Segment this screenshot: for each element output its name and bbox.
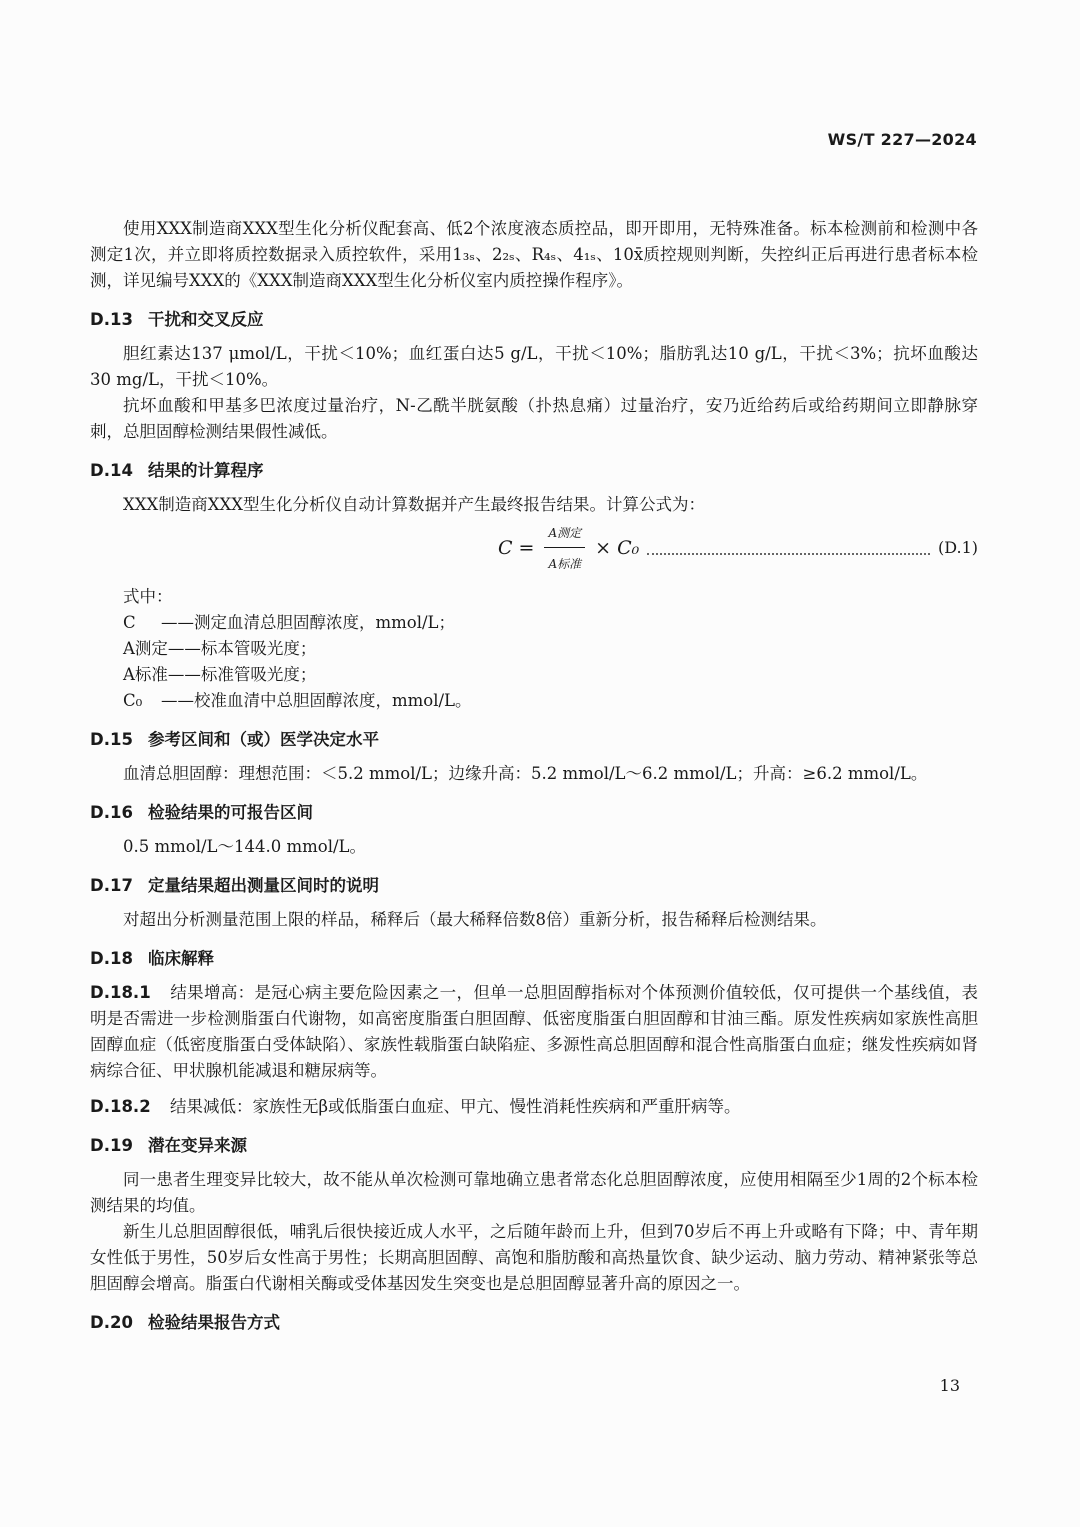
subsection-d18-1: D.18.1 结果增高：是冠心病主要危险因素之一，但单一总胆固醇指标对个体预测价值较低，仅可提供一个基线值，表明是否需进一步检测脂蛋白代谢物，如高密度脂蛋白胆固醇、低密度脂蛋白胆固醇和甘油三酯。原发性疾病如家族性高胆固醇血症（低密度脂蛋白受体缺陷）、家族性载脂蛋白缺陷症、多源性高总胆固醇和混合性高脂蛋白血症；继发性疾病如肾病综合征、甲状腺机能减退和糖尿病等。 — [90, 983, 978, 1080]
qc-paragraph: 使用XXX制造商XXX型生化分析仪配套高、低2个浓度液态质控品，即开即用，无特殊准备。标本检测前和检测中各测定1次，并立即将质控数据录入质控软件，采用1₃ₛ、2₂ₛ、R₄ₛ、4₁ₛ、10x̄质控规则判断，失控纠正后再进行患者标本检测，详见编号XXX的《XXX制造商XXX型生化分析仪室内质控操作程序》。 — [90, 219, 978, 290]
section-heading-d20: D.20 检验结果报告方式 — [90, 1313, 280, 1332]
paragraph: XXX制造商XXX型生化分析仪自动计算数据并产生最终报告结果。计算公式为： — [123, 495, 705, 514]
leader-dots — [647, 541, 930, 555]
section-heading-d17: D.17 定量结果超出测量区间时的说明 — [90, 876, 379, 895]
where-label: 式中： — [123, 587, 173, 606]
definition-item: C ——测定血清总胆固醇浓度，mmol/L； — [123, 613, 456, 632]
standard-number: WS/T 227—2024 — [827, 130, 977, 149]
section-heading-d13: D.13 干扰和交叉反应 — [90, 310, 264, 329]
paragraph: 0.5 mmol/L～144.0 mmol/L。 — [123, 837, 367, 856]
formula-rhs: C₀ — [617, 537, 640, 559]
paragraph: 对超出分析测量范围上限的样品，稀释后（最大稀释倍数8倍）重新分析，报告稀释后检测结果。 — [123, 910, 827, 929]
document-body — [90, 216, 978, 1344]
section-heading-d16: D.16 检验结果的可报告区间 — [90, 803, 313, 822]
definition-item: C₀ ——校准血清中总胆固醇浓度，mmol/L。 — [123, 691, 472, 710]
definition-item: A标准——标准管吸光度； — [123, 665, 317, 684]
subsection-d18-2: D.18.2 结果减低：家族性无β或低脂蛋白血症、甲亢、慢性消耗性疾病和严重肝病等。 — [90, 1097, 741, 1116]
paragraph: 抗坏血酸和甲基多巴浓度过量治疗，N-乙酰半胱氨酸（扑热息痛）过量治疗，安乃近给药后或给药期间立即静脉穿刺，总胆固醇检测结果假性减低。 — [90, 396, 978, 441]
paragraph: 胆红素达137 μmol/L，干扰＜10%；血红蛋白达5 g/L，干扰＜10%；脂肪乳达10 g/L，干扰＜3%；抗坏血酸达30 mg/L，干扰＜10%。 — [90, 344, 978, 389]
paragraph: 同一患者生理变异比较大，故不能从单次检测可靠地确立患者常态化总胆固醇浓度，应使用相隔至少1周的2个标本检测结果的均值。 — [90, 1170, 978, 1215]
formula-fraction: $\frac{\text{A测定}}{\text{A标准}}$ — [546, 519, 583, 578]
formula-lhs: C — [498, 537, 513, 559]
page-number: 13 — [939, 1376, 960, 1395]
symbol-definitions — [90, 584, 978, 714]
section-heading-d15: D.15 参考区间和（或）医学决定水平 — [90, 730, 379, 749]
paragraph: 新生儿总胆固醇很低，哺乳后很快接近成人水平，之后随年龄而上升，但到70岁后不再上升或略有下降；中、青年期女性低于男性，50岁后女性高于男性；长期高胆固醇、高饱和脂肪酸和高热量饮食、缺少运动、脑力劳动、精神紧张等总胆固醇会增高。脂蛋白代谢相关酶或受体基因发生突变也是总胆固醇显著升高的原因之一。 — [90, 1222, 978, 1293]
formula-d1: C = $\frac{\text{A测定}}{\text{A标准}}$ × C₀ (D.1) — [90, 520, 978, 576]
paragraph: 血清总胆固醇：理想范围：＜5.2 mmol/L；边缘升高：5.2 mmol/L～6.2 mmol/L；升高：≥6.2 mmol/L。 — [123, 764, 928, 783]
equation-number: (D.1) — [937, 538, 978, 557]
section-heading-d18: D.18 临床解释 — [90, 949, 214, 968]
definition-item: A测定——标本管吸光度； — [123, 639, 317, 658]
section-heading-d19: D.19 潜在变异来源 — [90, 1136, 247, 1155]
section-heading-d14: D.14 结果的计算程序 — [90, 461, 264, 480]
